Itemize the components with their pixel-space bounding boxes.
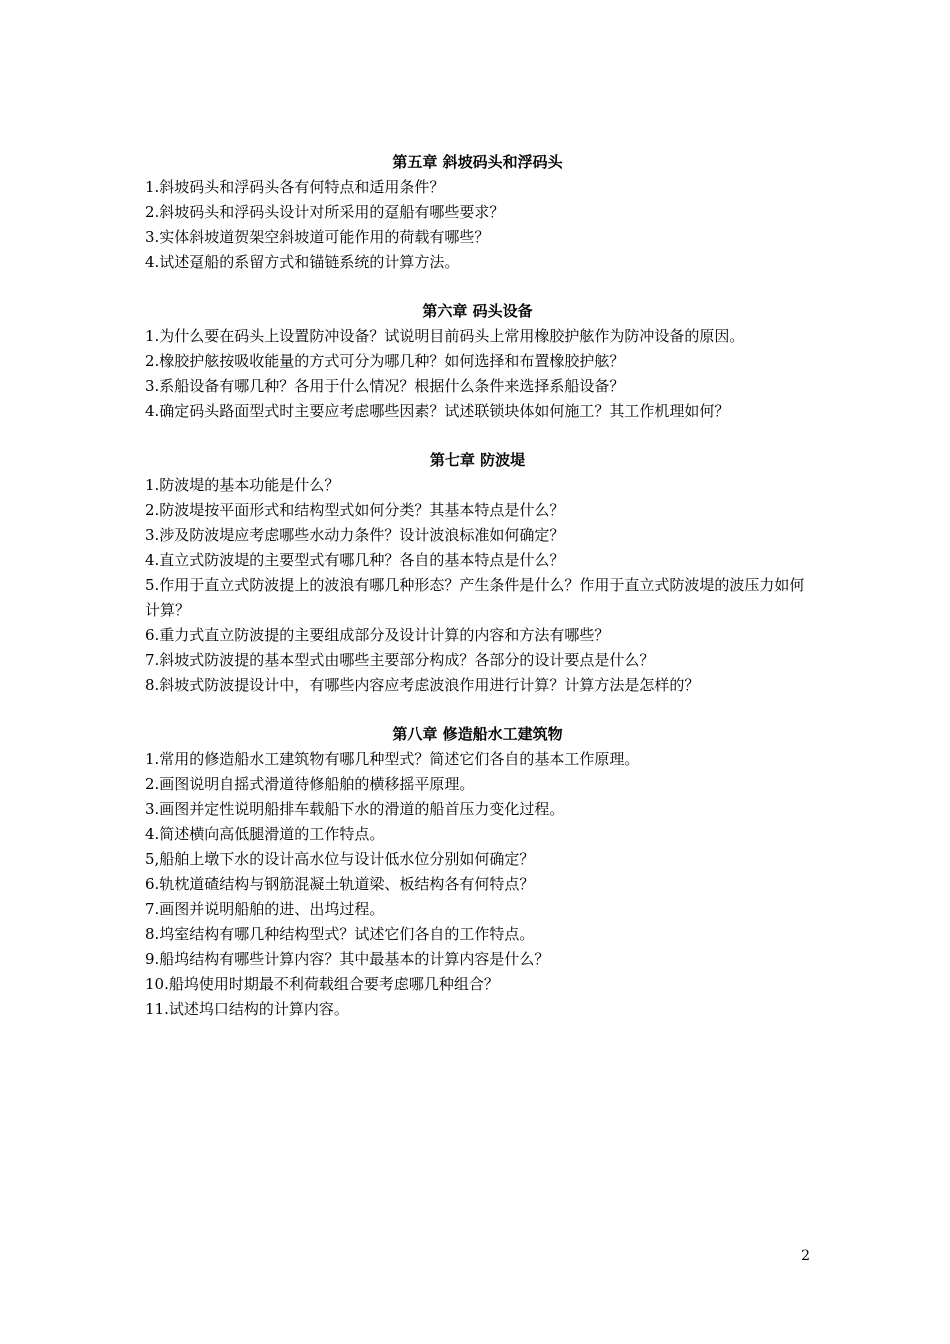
question-item: 6.重力式直立防波提的主要组成部分及设计计算的内容和方法有哪些？ bbox=[145, 626, 610, 644]
question-item: 4.直立式防波堤的主要型式有哪几种？各自的基本特点是什么？ bbox=[145, 551, 565, 569]
document-content bbox=[145, 150, 810, 1022]
question-item: 1.防波堤的基本功能是什么？ bbox=[145, 476, 340, 494]
question-item: 7.斜坡式防波提的基本型式由哪些主要部分构成？各部分的设计要点是什么？ bbox=[145, 651, 655, 669]
question-item: 2.橡胶护舷按吸收能量的方式可分为哪几种？如何选择和布置橡胶护舷？ bbox=[145, 352, 625, 370]
page-number: 2 bbox=[801, 1248, 810, 1264]
question-item: 3.实体斜坡道贺架空斜坡道可能作用的荷载有哪些？ bbox=[145, 228, 490, 246]
question-item: 7.画图并说明船舶的进、出坞过程。 bbox=[145, 900, 385, 918]
chapter-8 bbox=[145, 722, 810, 1022]
question-item: 9.船坞结构有哪些计算内容？其中最基本的计算内容是什么？ bbox=[145, 950, 550, 968]
question-item: 1.为什么要在码头上设置防冲设备？试说明目前码头上常用橡胶护舷作为防冲设备的原因。 bbox=[145, 327, 745, 345]
chapter-5 bbox=[145, 150, 810, 275]
question-item: 4.简述横向高低腿滑道的工作特点。 bbox=[145, 825, 385, 843]
question-item: 6.轨枕道碴结构与钢筋混凝土轨道梁、板结构各有何特点？ bbox=[145, 875, 535, 893]
chapter-title: 第五章 斜坡码头和浮码头 bbox=[392, 153, 563, 171]
question-item: 5,船舶上墩下水的设计高水位与设计低水位分别如何确定？ bbox=[145, 850, 535, 868]
question-item: 4.试述趸船的系留方式和锚链系统的计算方法。 bbox=[145, 253, 460, 271]
question-item: 2.防波堤按平面形式和结构型式如何分类？其基本特点是什么？ bbox=[145, 501, 565, 519]
question-item: 2.画图说明自摇式滑道待修船舶的横移摇平原理。 bbox=[145, 775, 475, 793]
question-item: 5.作用于直立式防波提上的波浪有哪几种形态？产生条件是什么？作用于直立式防波堤的波压力如何计算？ bbox=[145, 576, 805, 619]
chapter-7 bbox=[145, 448, 810, 698]
question-item: 3.系船设备有哪几种？各用于什么情况？根据什么条件来选择系船设备？ bbox=[145, 377, 625, 395]
question-item: 3.画图并定性说明船排车载船下水的滑道的船首压力变化过程。 bbox=[145, 800, 565, 818]
question-item: 2.斜坡码头和浮码头设计对所采用的趸船有哪些要求？ bbox=[145, 203, 505, 221]
chapter-title: 第六章 码头设备 bbox=[422, 302, 533, 320]
question-item: 1.常用的修造船水工建筑物有哪几种型式？简述它们各自的基本工作原理。 bbox=[145, 750, 640, 768]
question-item: 8.坞室结构有哪几种结构型式？试述它们各自的工作特点。 bbox=[145, 925, 535, 943]
chapter-title: 第八章 修造船水工建筑物 bbox=[392, 725, 563, 743]
question-item: 3.涉及防波堤应考虑哪些水动力条件？设计波浪标准如何确定？ bbox=[145, 526, 565, 544]
question-item: 11.试述坞口结构的计算内容。 bbox=[145, 1000, 349, 1018]
chapter-title: 第七章 防波堤 bbox=[429, 451, 526, 469]
question-item: 4.确定码头路面型式时主要应考虑哪些因素？试述联锁块体如何施工？其工作机理如何？ bbox=[145, 402, 730, 420]
chapter-6 bbox=[145, 299, 810, 424]
question-item: 1.斜坡码头和浮码头各有何特点和适用条件？ bbox=[145, 178, 445, 196]
question-item: 10.船坞使用时期最不利荷载组合要考虑哪几种组合？ bbox=[145, 975, 499, 993]
question-item: 8.斜坡式防波提设计中，有哪些内容应考虑波浪作用进行计算？计算方法是怎样的？ bbox=[145, 676, 700, 694]
